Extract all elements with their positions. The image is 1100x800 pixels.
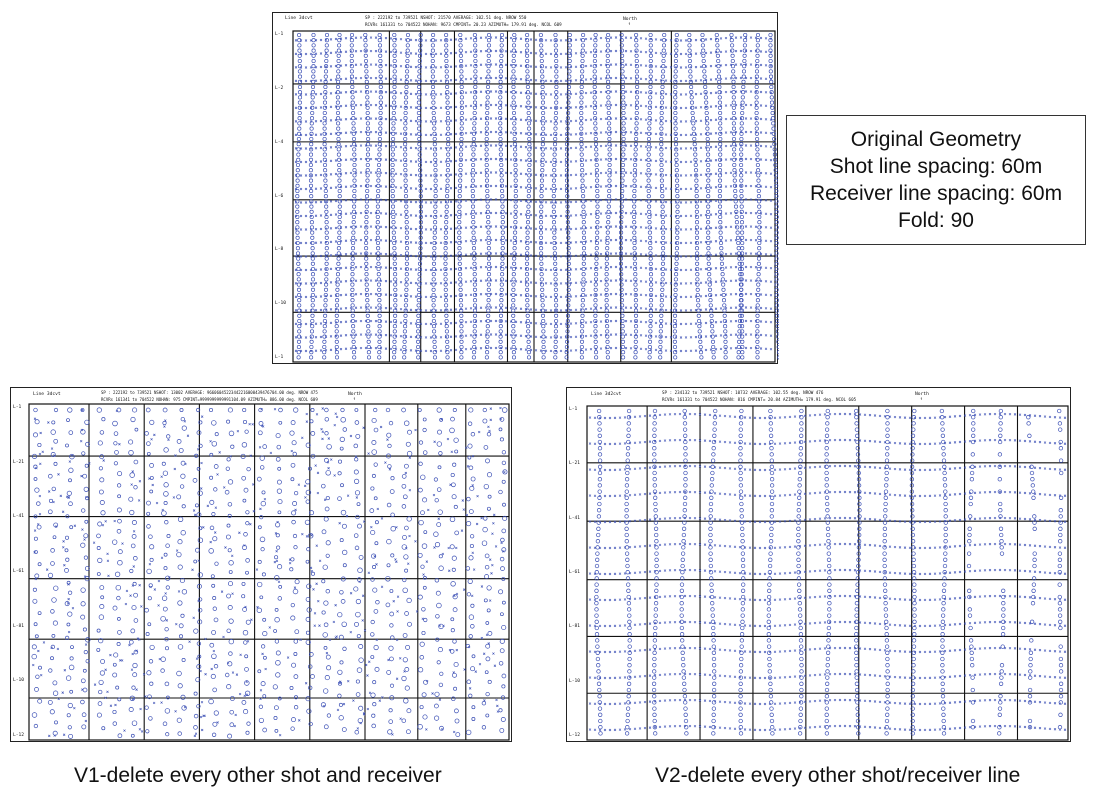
line-label: L-10	[275, 301, 287, 307]
plot-header-line-2: RCVRs 161331 to 704522 NOHAN: 816 CMPINT= 20.84 AZIMUTH= 179.91 deg. NCOL 605	[662, 397, 857, 402]
line-label: L-61	[569, 570, 581, 575]
plot-header-line-1: SP : 222192 to 739521 NSHOT: 21570 AVERAGE: 102.51 deg. NROW 550	[365, 15, 527, 20]
plot-header-line-2: RCVRs 161331 to 704522 NOHAN: 9673 CMPINT= 20.23 AZIMUTH= 179.91 deg. NCOL 609	[365, 22, 562, 27]
caption-v2: V2-delete every other shot/receiver line	[655, 764, 1021, 787]
original-geometry-legend	[786, 115, 1086, 245]
plot-title: Line 3d2cvt	[591, 392, 622, 397]
line-label: L-10	[569, 678, 581, 684]
line-label: L-6	[275, 193, 284, 199]
line-label: L-21	[569, 461, 581, 467]
line-label: L-1	[275, 355, 284, 360]
legend-receiver-line-spacing: Receiver line spacing: 60m	[809, 182, 1063, 205]
line-label: L-21	[13, 459, 25, 465]
v2-geometry-plot	[566, 387, 1071, 742]
line-label: L-12	[13, 733, 25, 738]
line-label: L-41	[13, 514, 25, 520]
v1-geometry-canvas	[11, 388, 513, 743]
v2-geometry-canvas	[567, 388, 1072, 743]
north-label: North	[348, 392, 362, 397]
north-arrow-icon: ↑	[628, 22, 631, 27]
plot-header-line-2: RCVRs 161341 to 704522 NOHAN: 975 CMPINT=9999999999991104.09 AZIMUTH= 886.00 deg. NCOL 609	[101, 397, 318, 402]
legend-shot-line-spacing: Shot line spacing: 60m	[829, 155, 1043, 178]
line-label: L-10	[13, 678, 25, 684]
line-label: L-8	[275, 247, 284, 253]
plot-title: Line 3dcvt	[33, 392, 61, 397]
legend-fold: Fold: 90	[898, 209, 974, 232]
original-geometry-canvas	[273, 13, 779, 365]
line-label: L-12	[569, 733, 581, 738]
plot-title: Line 3dcvt	[285, 16, 313, 21]
line-label: L-1	[13, 405, 22, 410]
north-label: North	[915, 392, 929, 397]
north-label: North	[623, 17, 637, 22]
north-arrow-icon: ↑	[920, 397, 923, 402]
line-label: L-2	[275, 85, 284, 91]
line-label: L-41	[569, 515, 581, 521]
line-label: L-61	[13, 569, 25, 574]
plot-header-line-1: SP : 222192 to 739521 NSHOT: 13002 AVERAGE: 96606045223442216000439476704.00 deg. NROW 475	[101, 390, 318, 395]
legend-title: Original Geometry	[850, 128, 1022, 151]
line-label: L-1	[275, 32, 284, 37]
line-label: L-4	[275, 139, 284, 145]
north-arrow-icon: ↑	[353, 397, 356, 402]
line-label: L-81	[569, 624, 581, 630]
caption-v1: V1-delete every other shot and receiver	[74, 764, 442, 787]
line-label: L-1	[569, 407, 578, 412]
v1-geometry-plot	[10, 387, 512, 742]
line-label: L-81	[13, 623, 25, 629]
plot-header-line-1: SP : 234132 to 739521 NSHOT: 10732 AVERAGE: 102.55 deg. NROW 476	[662, 390, 824, 395]
original-geometry-plot	[272, 12, 778, 364]
